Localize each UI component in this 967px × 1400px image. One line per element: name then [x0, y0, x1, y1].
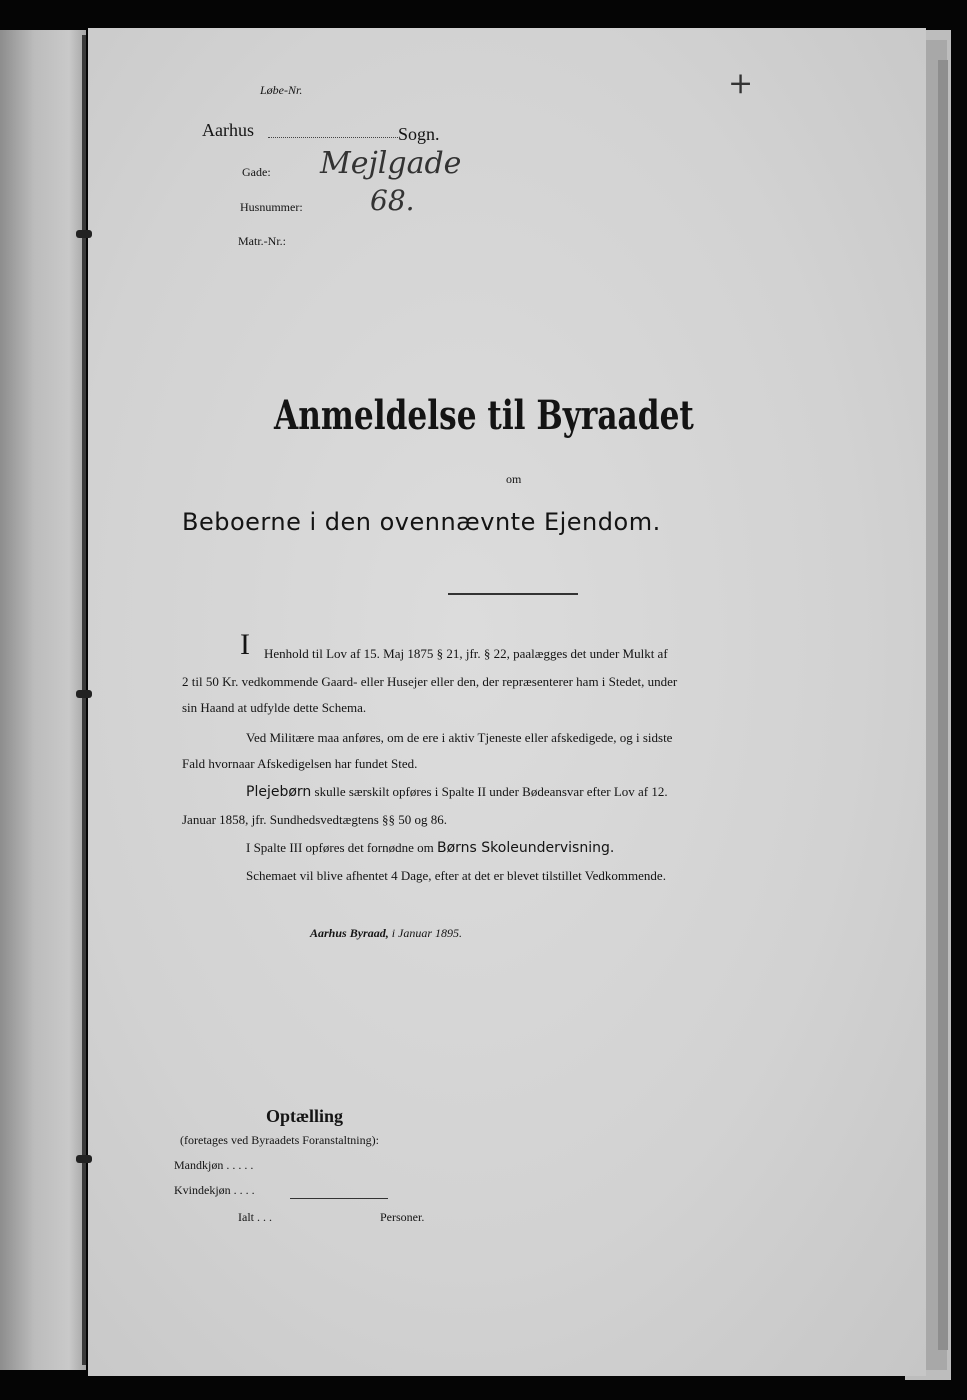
plejeboern-emphasis: Plejebørn: [246, 784, 312, 800]
binding-stitch: [76, 1155, 92, 1163]
count-kvindekjoen: Kvindekjøn . . . .: [174, 1183, 255, 1197]
document-subtitle: Beboerne i den ovennævnte Ejendom.: [182, 508, 661, 536]
paragraph-3-line-2: Januar 1858, jfr. Sundhedsvedtægtens §§ 50 og 86.: [182, 812, 448, 827]
document-title: Anmeldelse til Byraadet: [274, 392, 694, 439]
form-page: [88, 28, 926, 1376]
paragraph-1-line-2: 2 til 50 Kr. vedkommende Gaard- eller Husejer eller den, der repræsenterer ham i Stedet, under: [182, 674, 678, 689]
title-om: om: [506, 472, 522, 486]
count-sum-rule: [290, 1198, 388, 1199]
paragraph-1-line-3: sin Haand at udfylde dette Schema.: [182, 700, 367, 715]
husnummer-value: 68.: [370, 184, 415, 217]
paragraph-initial: I: [240, 628, 250, 661]
sogn-label: Sogn.: [398, 124, 440, 144]
loebe-nr-label: Løbe-Nr.: [260, 83, 303, 97]
binding-stitch: [76, 690, 92, 698]
count-title: Optælling: [266, 1106, 344, 1126]
gade-value: Mejlgade: [320, 146, 462, 181]
paragraph-3-line-1: skulle særskilt opføres i Spalte II under Bødeansvar efter Lov af 12.: [314, 784, 668, 799]
gade-label: Gade:: [242, 165, 271, 179]
paragraph-1-line-1: Henhold til Lov af 15. Maj 1875 § 21, jfr. § 22, paalægges det under Mulkt af: [264, 646, 668, 661]
husnummer-label: Husnummer:: [240, 200, 303, 214]
paragraph-2-line-1: Ved Militære maa anføres, om de ere i aktiv Tjeneste eller afskedigede, og i sidste: [246, 730, 673, 745]
page-stack-edge: [938, 60, 948, 1350]
previous-page-edge: [0, 30, 86, 1370]
signature-org: Aarhus Byraad,: [310, 926, 389, 940]
paragraph-2-line-2: Fald hvornaar Afskedigelsen har fundet Sted.: [182, 756, 418, 771]
count-mandkjoen: Mandkjøn . . . . .: [174, 1158, 254, 1172]
ornament-rule: [448, 593, 578, 595]
matr-label: Matr.-Nr.:: [238, 234, 286, 248]
loebe-nr-mark: +: [728, 66, 754, 101]
count-personer: Personer.: [380, 1210, 425, 1224]
paragraph-4-text: I Spalte III opføres det fornødne om: [246, 840, 434, 855]
sogn-field-line: [268, 120, 398, 138]
paragraph-5: Schemaet vil blive afhentet 4 Dage, efter at det er blevet tilstillet Vedkommende.: [246, 868, 666, 883]
skoleundervisning-emphasis: Børns Skoleundervisning.: [436, 840, 615, 856]
city-label: Aarhus: [202, 120, 254, 140]
count-note: (foretages ved Byraadets Foranstaltning):: [180, 1133, 379, 1147]
signature-date: i Januar 1895.: [391, 926, 463, 940]
binding-stitch: [76, 230, 92, 238]
count-ialt: Ialt . . .: [238, 1210, 272, 1224]
